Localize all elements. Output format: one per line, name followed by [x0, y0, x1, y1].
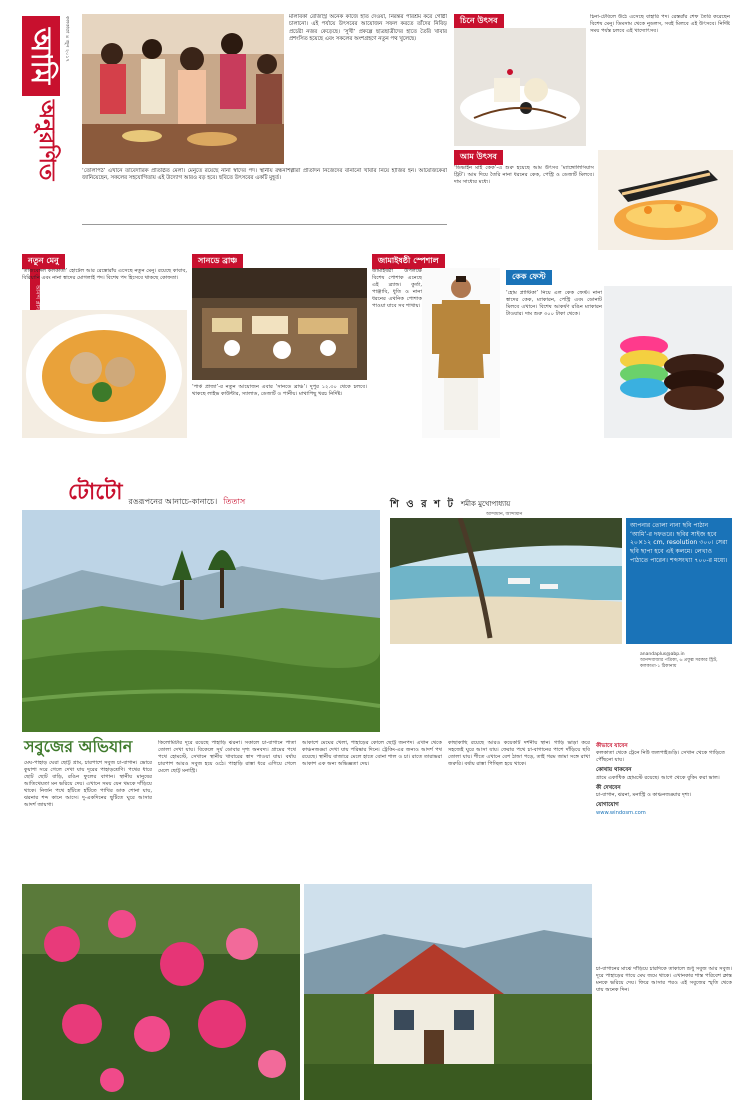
beach-photo [390, 518, 622, 644]
shiorosht-author-loc: আন্দামান, আন্দামান [486, 512, 523, 517]
shiorosht-address [640, 652, 732, 714]
where-stay-head: কোথায় থাকবেন [596, 767, 632, 774]
masthead-date: কলকাতা ৪ জুন ২০১৭ [64, 16, 70, 62]
shiorosht-author: শমীক মুখোপাধ্যায় [460, 500, 511, 509]
jamai-sasthi-text: জামাইষষ্ঠী উপলক্ষে বিশেষ পোশাক এনেছে এই ব্র্যান্ড। কুর্তা, পাঞ্জাবি, ধুতি ও নানা ধরনের এথনিক পোশাক পাওয়া যাবে সব শাখায়। [372, 268, 422, 310]
sabujer-col-2: কিলোমিটার দূরে রয়েছে পাহাড়ি ঝরনা। সকালে চা-বাগানে পাতা তোলা দেখা যায়। বিকেলে সূর্য ডোবার দৃশ্য অনবদ্য। গ্রামের পথে পথে হোমস্টে, সেখানে স্থানীয় খাবারের স্বাদ পাওয়া যায়। বর্ষায় চারপাশ আরও সবুজ হয়ে ওঠে। পাহাড়ি রাস্তা ধরে এগিয়ে গেলে মেলে ছোট্ট মনাস্ট্রি। [158, 740, 296, 775]
toto-title-block [68, 479, 368, 508]
chini-utsab-title: চিনে উৎসব [454, 14, 504, 29]
jamai-sasthi-title: জামাইষষ্ঠী স্পেশাল [372, 254, 445, 269]
chini-utsab-text: চিনা-টেবিলে উঠে এসেছে বাহারি পদ। রেস্তরাঁর শেফ তৈরি করেছেন বিশেষ মেনু। ডিমসাম থেকে নুডলস, সবই মিলবে এই উৎসবে। নির্দিষ্ট সময় পর্যন্ত চলবে এই খাদ্যোৎসব। [590, 14, 730, 35]
section-subtitle: অনুরণিত [33, 100, 60, 181]
food-festival-photo [82, 14, 284, 164]
am-utsab-title: আম উৎসব [454, 150, 503, 165]
cake-fest-text: ‘হোম প্লাস্টিকা’ নিয়ে এল কেক ফেস্ট। নানা স্বাদের কেক, ম্যাকারন, পেস্ট্রি এবং ডোনাট মিলবে এখানে। বিশেষ আকর্ষণ রঙিন ম্যাকারন টাওয়ার। দাম শুরু ৩০০ টাকা থেকে। [506, 290, 602, 318]
logo-text: আমি [24, 27, 58, 85]
sande-brunch-text: ‘পার্ক প্রাজা’-র নতুন আয়োজন এবার ‘সানডে ব্রাঞ্চ’। দুপুর ১২.৩০ থেকে চলবে। থাকছে লাইভ কাউন্টার, স্যালাড, ডেজার্ট ও পানীয়। মাথাপিছু খরচ নির্দিষ্ট। [192, 384, 367, 398]
homestay-photo [304, 884, 592, 1100]
where-stay-text: গ্রামে একাধিক হোমস্টে রয়েছে। আগে থেকে বুকিং করা ভাল। [596, 774, 720, 781]
buffet-photo [192, 268, 367, 380]
shiorosht-header [390, 496, 732, 514]
chini-utsab-header [454, 14, 504, 29]
toto-author: তিতাস [223, 497, 246, 507]
section-tag: আনন্দ প্লাস [30, 262, 40, 332]
section-title [22, 100, 70, 260]
main-story-text-bottom: ‘তেলিপিঠ’ এখানে তাবেদারিক প্রতিষ্ঠিত মেলা। মেনুতে রয়েছে নানা স্বাদের পদ। স্থানীয় রন্ধনশিল্পীরা প্রতিদিন নিজেদের বানানো খাবার নিয়ে হাজির হন। আয়োজকেরা জানিয়েছেন, সকলের সহযোগিতায় এই উদ্যোগ আরও বড় হবে। ছবিতে উৎসবের একটি মুহূর্ত। [82, 168, 447, 182]
roses-photo [22, 884, 300, 1100]
toto-tagline: রঙরূপনের আনাচে-কানাচে। [128, 497, 218, 507]
main-story-text: মালবিকা রেজিস্ট্রি অনেক কাজে হাত দেওয়া, নিরন্তর পরিশ্রম করে গোষ্ঠী চালানো। এই পর্যায়ে উৎসবের আয়োজন সফল করতে তাঁদের নিবিড় প্রচেষ্টা নজর কেড়েছে। ‘সুখী’ প্রকল্পে ছাত্রছাত্রীদের হাতে তৈরি খাবার প্রশংসিত হয়েছে এবং সকলের অংশগ্রহণে নতুন পথ খুলেছে। [289, 14, 447, 42]
cake-fest-header [506, 270, 552, 285]
am-utsab-text: ‘ডিভাইন মাই কেক’-এ শুরু হয়েছে আম উৎসব ‘ম্যাঙ্গোলিসিয়াস ট্রিট’। আম দিয়ে তৈরি নানা ধরনের কেক, পেস্ট্রি ও ডেজার্ট মিলবে। দাম সাধ্যের মধ্যে। [454, 165, 594, 186]
contact-link[interactable]: www.windosm.com [596, 809, 646, 816]
toto-title: টোটো [68, 479, 123, 506]
masthead-logo [22, 16, 60, 96]
sande-brunch-title: সানডে ব্রাঞ্চ [192, 254, 243, 269]
mango-tart-photo [598, 150, 733, 250]
sabujer-col-3: আকাশে মেঘের খেলা, পাহাড়ের কোলে ছোট্ট জনপদ। এখান থেকে কাঞ্চনজঙ্ঘা দেখা যায় পরিষ্কার দিনে। ট্রেকিং-এর জন্যও আদর্শ পথ রয়েছে। স্থানীয় বাজারে মেলে হাতে বোনা শাল ও চা। রাতে তারাভরা আকাশ এক অন্য অভিজ্ঞতা দেয়। [302, 740, 442, 768]
kofta-photo [22, 310, 187, 438]
sabujer-title: সবুজের অভিযান [24, 737, 133, 756]
sabujer-col-1: মেঘ-পাহাড় ঘেরা ছোট্ট গ্রাম, চারপাশে সবুজ চা-বাগান। ভোরে কুয়াশা সরে গেলে দেখা যায় দূরের পাহাড়শ্রেণি। পথের ধারে ছোট ছোট বাড়ি, রঙিন ফুলের বাগান। স্থানীয় মানুষের আতিথেয়তা মন ভরিয়ে দেয়। এখানে সময় যেন থমকে দাঁড়িয়ে থাকে। নির্জন পথে হাঁটতে হাঁটতে পাখির ডাক শোনা যায়, ঝরনার শব্দ কানে আসে। দু-একদিনের ছুটিতে ঘুরে আসার আদর্শ জায়গা। [24, 760, 152, 809]
what-see-text: চা-বাগান, ঝরনা, মনাস্ট্রি ও কাঞ্চনজঙ্ঘার দৃশ্য। [596, 792, 692, 799]
shiorosht-promo-text: আপনার তোলা নানা ছবি পাঠান ‘আমি’-র দফতরে। ছবির সাইজ হবে ২০×১২ cm, resolution ৩০০। সেরা ছবি ছাপা হবে এই কলমে। লেখাও পাঠাতে পারেন। শব্দসংখ্যা ৭০০-র মধ্যে। [630, 522, 728, 564]
am-utsab-header [454, 150, 503, 165]
shiorosht-email: anandaplus@abp.in [640, 652, 685, 657]
jamai-sasthi-header [372, 254, 445, 269]
travel-info-sidebar [596, 740, 732, 964]
sabujer-col-4: কাছাকাছি রয়েছে আরও কয়েকটি দর্শনীয় স্থান। গাড়ি ভাড়া করে সহজেই ঘুরে আসা যায়। ফেরার পথে চা-বাগানের পাশে দাঁড়িয়ে ছবি তোলা যায়। শীতে এখানে বেশ ঠান্ডা পড়ে, তাই গরম জামা সঙ্গে রাখা জরুরি। বর্ষায় রাস্তা পিচ্ছিল হয়ে থাকে। [448, 740, 590, 768]
how-to-go-text: কলকাতা থেকে ট্রেনে নিউ জলপাইগুড়ি। সেখান থেকে গাড়িতে পৌঁছনো যায়। [596, 750, 725, 764]
sande-brunch-header [192, 254, 243, 269]
contact-head: যোগাযোগ [596, 802, 619, 809]
what-see-head: কী দেখবেন [596, 784, 621, 791]
notun-menu-header [22, 254, 65, 269]
how-to-go-head: কীভাবে যাবেন [596, 743, 628, 749]
notun-menu-title: নতুন মেনু [22, 254, 65, 269]
notun-menu-text: ‘তাজবেঙ্গল কলকাতা’ হোটেল আর রেস্তোরাঁয় এসেছে নতুন মেনু। রয়েছে কাবাব, বিরিয়ানি এবং নানা স্বাদের মোগলাই পদ। বিশেষ পদ হিসেবে থাকছে কোফতা। [22, 268, 187, 282]
tea-garden-photo [22, 510, 380, 732]
shiorosht-address-text: আনন্দবাজার পত্রিকা, ৬ প্রফুল্ল সরকার স্ট্রিট, কলকাতা-১ ঠিকানায় [640, 658, 718, 670]
sabujer-bottom-text: চা-বাগানের মাঝে দাঁড়িয়ে চারদিকে তাকালে শুধু সবুজ আর সবুজ। দূরে পাহাড়ের গায়ে মেঘ জমে থাকে। এখানকার শান্ত পরিবেশ ক্লান্ত মনকে ভরিয়ে দেয়। ফিরে আসার পরও এই সবুজের স্মৃতি থেকে যায় অনেক দিন। [596, 966, 732, 994]
cake-fest-title: কেক ফেস্ট [506, 270, 552, 285]
macaron-photo [604, 286, 732, 438]
kurta-model-photo [422, 268, 500, 438]
shiorosht-promo-box [626, 518, 732, 644]
dessert-photo [454, 28, 586, 146]
shiorosht-title: শি ও র শ ট [390, 499, 455, 511]
